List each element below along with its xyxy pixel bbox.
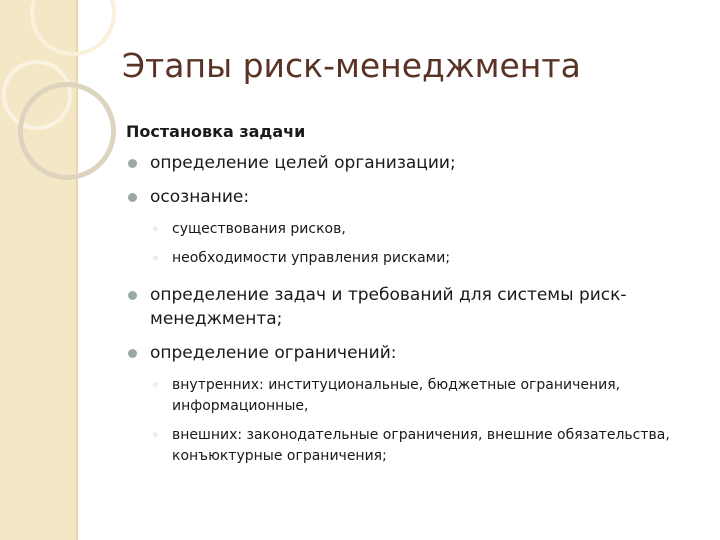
decorative-ring <box>18 82 116 180</box>
sub-list-item <box>126 375 696 417</box>
list-item <box>126 283 696 331</box>
sub-bullet-icon: ◦ <box>152 251 160 265</box>
bullet-icon <box>128 291 137 300</box>
list-item <box>126 341 696 365</box>
bullet-icon <box>128 349 137 358</box>
list-item-text: определение целей организации; <box>150 153 456 173</box>
subheading: Постановка задачи <box>126 122 306 141</box>
sub-list-item-text: внутренних: институциональные, бюджетные ограничения, информационные, <box>172 377 621 414</box>
list-item <box>126 151 696 175</box>
sub-list-item-text: внешних: законодательные ограничения, внешние обязательства, конъюктурные ограничения; <box>172 427 670 464</box>
slide-title: Этапы риск-менеджмента <box>122 46 581 85</box>
sub-bullet-icon: ◦ <box>152 428 160 442</box>
list-item-text: определение задач и требований для системы риск-менеджмента; <box>150 285 627 329</box>
bullet-icon <box>128 193 137 202</box>
sub-list-item <box>126 425 696 467</box>
list-item-text: определение ограничений: <box>150 343 397 363</box>
panel-edge <box>76 0 78 540</box>
sub-list-item <box>126 219 696 240</box>
slide-content <box>126 122 696 475</box>
sub-list-item-text: необходимости управления рисками; <box>172 250 451 266</box>
sub-list-item <box>126 248 696 269</box>
sub-list-item-text: существования рисков, <box>172 221 346 237</box>
sub-bullet-icon: ◦ <box>152 378 160 392</box>
sub-bullet-icon: ◦ <box>152 222 160 236</box>
list-item <box>126 185 696 209</box>
bullet-icon <box>128 159 137 168</box>
list-item-text: осознание: <box>150 187 250 207</box>
